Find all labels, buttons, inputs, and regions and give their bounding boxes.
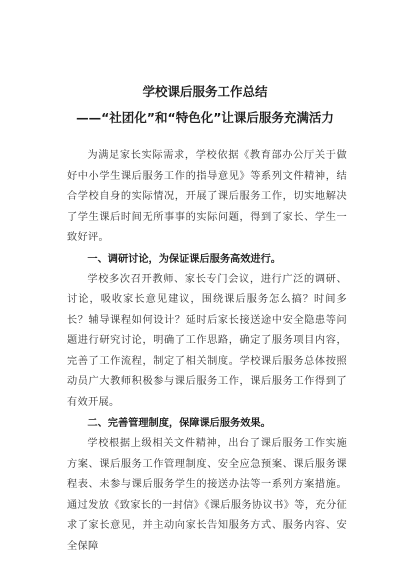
document-body [67, 146, 347, 557]
section-paragraph-2: 学校根据上级相关文件精神，出台了课后服务工作实施方案、课后服务工作管理制度、安全应急预案、课后服务课程表、未参与课后服务学生的接送办法等一系列方案措施。通过发放《致家长的一封信》《课后服务协议书》等，充分征求了家长意见，并主动向家长告知服务方式、服务内容、安全保障 [67, 438, 347, 552]
document-subtitle: ——“社团化”和“特色化”让课后服务充满活力 [76, 110, 334, 125]
section-heading-1: 一、调研讨论，为保证课后服务高效进行。 [87, 253, 281, 265]
title-block [0, 83, 410, 127]
section-paragraph-1: 学校多次召开教师、家长专门会议，进行广泛的调研、讨论，吸收家长意见建议，围绕课后服务怎么搞？时间多长？辅导课程如何设计？延时后家长接送途中安全隐患等问题进行研究讨论，明确了工作思路，确定了服务项目内容，完善了工作流程，制定了相关制度。学校课后服务总体按照动员广大教师积极参与课后服务工作，课后服务工作得到了有效开展。 [67, 273, 347, 408]
document-title: 学校课后服务工作总结 [142, 84, 268, 99]
intro-paragraph: 为满足家长实际需求，学校依据《教育部办公厅关于做好中小学生课后服务工作的指导意见》等系列文件精神，结合学校自身的实际情况，开展了课后服务工作，切实地解决了学生课后时间无所事事的实际问题，得到了家长、学生一致好评。 [67, 150, 347, 243]
section-heading-2: 二、完善管理制度，保障课后服务效果。 [87, 418, 271, 429]
